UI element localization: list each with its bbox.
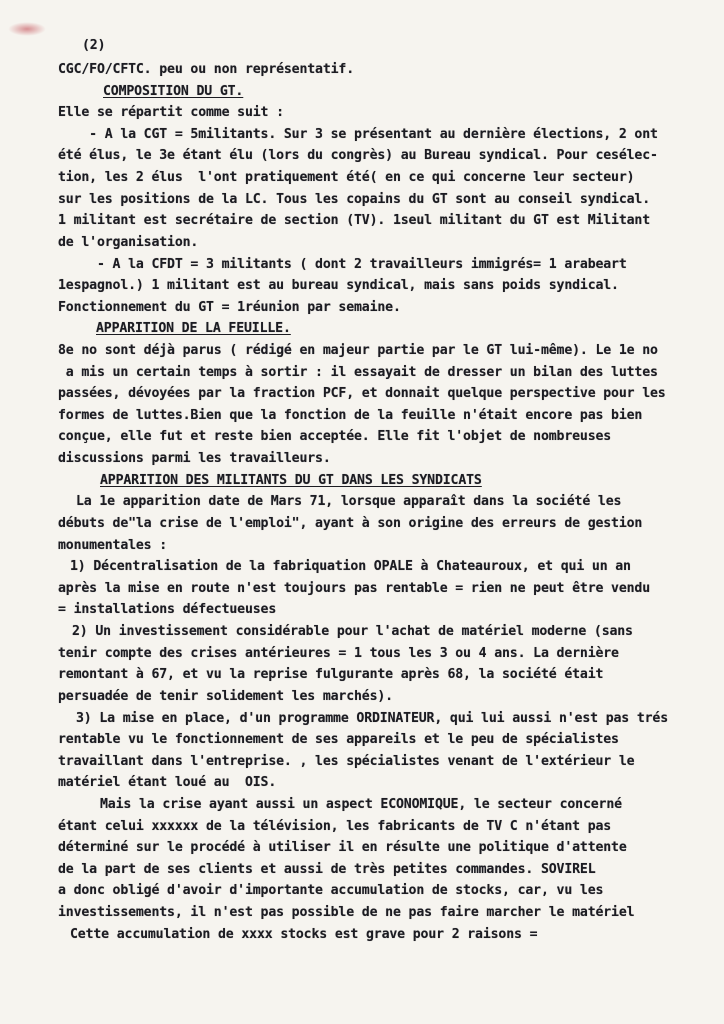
text-line: a donc obligé d'avoir d'importante accumulation de stocks, car, vu les [58, 883, 604, 898]
text-line: étant celui xxxxxx de la télévision, les fabricants de TV C n'étant pas [58, 819, 612, 834]
text-line: 1 militant est secrétaire de section (TV). 1seul militant du GT est Militant [58, 213, 651, 228]
page-number: (2) [82, 38, 106, 53]
text-line: déterminé sur le procédé à utiliser il en résulte une politique d'attente [58, 840, 627, 855]
list-item-3: 3) La mise en place, d'un programme ORDINATEUR, qui lui aussi n'est pas trés [76, 711, 669, 726]
text-line: persuadée de tenir solidement les marchés). [58, 689, 393, 704]
section-heading-syndicats: APPARITION DES MILITANTS DU GT DANS LES SYNDICATS [100, 473, 482, 488]
text-line: matériel étant loué au OIS. [58, 775, 277, 790]
text-line: Elle se répartit comme suit : [58, 105, 284, 120]
text-line: de la part de ses clients et aussi de très petites commandes. SOVIREL [58, 862, 596, 877]
text-line: Cette accumulation de xxxx stocks est grave pour 2 raisons = [70, 927, 538, 942]
text-line: tenir compte des crises antérieures = 1 tous les 3 ou 4 ans. La dernière [58, 646, 619, 661]
text-line: CGC/FO/CFTC. peu ou non représentatif. [58, 62, 355, 77]
text-line: 8e no sont déjà parus ( rédigé en majeur partie par le GT lui-même). Le 1e no [58, 343, 658, 358]
list-item-2: 2) Un investissement considérable pour l'achat de matériel moderne (sans [72, 624, 633, 639]
text-line: 1espagnol.) 1 militant est au bureau syndical, mais sans poids syndical. [58, 278, 619, 293]
text-line: tion, les 2 élus l'ont pratiquement été( en ce qui concerne leur secteur) [58, 170, 635, 185]
text-line: - A la CGT = 5militants. Sur 3 se présentant au dernière élections, 2 ont [58, 127, 658, 142]
text-line: après la mise en route n'est toujours pas rentable = rien ne peut être vendu [58, 581, 651, 596]
text-line: rentable vu le fonctionnement de ses appareils et le peu de spécialistes [58, 732, 619, 747]
text-line: investissements, il n'est pas possible de ne pas faire marcher le matériel [58, 905, 635, 920]
text-line: remontant à 67, et vu la reprise fulgurante après 68, la société était [58, 667, 604, 682]
text-line: Fonctionnement du GT = 1réunion par semaine. [58, 300, 401, 315]
text-line: = installations défectueuses [58, 602, 277, 617]
text-line: travaillant dans l'entreprise. , les spécialistes venant de l'extérieur le [58, 754, 635, 769]
text-line: monumentales : [58, 538, 168, 553]
text-line: Mais la crise ayant aussi un aspect ECONOMIQUE, le secteur concerné [100, 797, 622, 812]
text-line: discussions parmi les travailleurs. [58, 451, 331, 466]
text-line: - A la CFDT = 3 militants ( dont 2 travailleurs immigrés= 1 arabeart [58, 257, 627, 272]
text-line: conçue, elle fut et reste bien acceptée. Elle fit l'objet de nombreuses [58, 429, 612, 444]
list-item-1: 1) Décentralisation de la fabriquation OPALE à Chateauroux, et qui un an [70, 559, 631, 574]
ink-smudge [8, 22, 46, 36]
text-line: passées, dévoyées par la fraction PCF, et donnait quelque perspective pour les [58, 386, 666, 401]
text-line: été élus, le 3e étant élu (lors du congrès) au Bureau syndical. Pour cesélec- [58, 148, 658, 163]
text-line: sur les positions de la LC. Tous les copains du GT sont au conseil syndical. [58, 192, 651, 207]
text-line: La 1e apparition date de Mars 71, lorsque apparaît dans la société les [76, 494, 622, 509]
text-line: débuts de"la crise de l'emploi", ayant à son origine des erreurs de gestion [58, 516, 643, 531]
text-line: de l'organisation. [58, 235, 199, 250]
text-line: formes de luttes.Bien que la fonction de la feuille n'était encore pas bien [58, 408, 643, 423]
text-line: a mis un certain temps à sortir : il essayait de dresser un bilan des luttes [58, 365, 658, 380]
section-heading-composition: COMPOSITION DU GT. [103, 84, 244, 99]
section-heading-feuille: APPARITION DE LA FEUILLE. [96, 321, 291, 336]
